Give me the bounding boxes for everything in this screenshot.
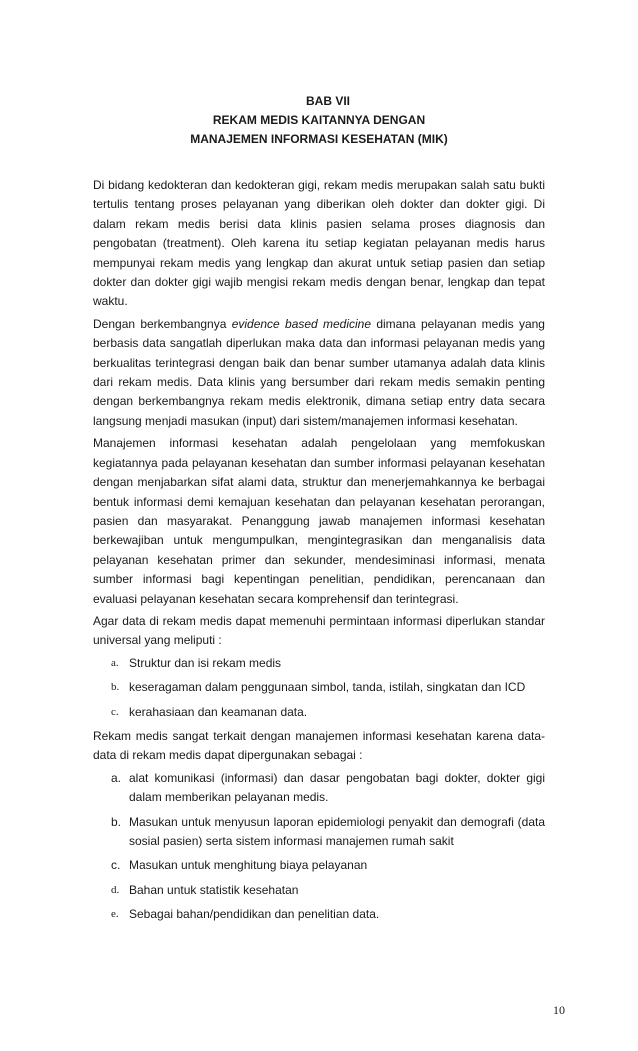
document-body xyxy=(93,176,545,930)
list-marker: c. xyxy=(111,705,119,718)
paragraph-2-emphasis: evidence based medicine xyxy=(231,316,372,331)
list-marker: a. xyxy=(111,770,122,785)
list-item-text: Sebagai bahan/pendidikan dan penelitian data. xyxy=(129,907,380,922)
list-item-text: Bahan untuk statistik kesehatan xyxy=(129,882,299,897)
list-item-text: alat komunikasi (informasi) dan dasar pengobatan bagi dokter, dokter gigi dalam memberikan pelayanan medis. xyxy=(129,770,545,805)
list-item xyxy=(93,813,545,852)
list-item xyxy=(93,769,545,808)
list-item-text: Masukan untuk menghitung biaya pelayanan xyxy=(129,858,368,873)
paragraph-4: Agar data di rekam medis dapat memenuhi permintaan informasi diperlukan standar universal yang meliputi : xyxy=(93,613,545,648)
chapter-title-line-1: REKAM MEDIS KAITANNYA DENGAN xyxy=(212,113,426,127)
list-item xyxy=(93,881,545,900)
chapter-heading xyxy=(0,92,638,149)
list-marker: d. xyxy=(111,883,120,896)
usage-list xyxy=(93,769,545,925)
chapter-number: BAB VII xyxy=(305,94,350,108)
paragraph-2-end: dimana pelayanan medis yang berbasis data sangatlah diperlukan maka data dan informasi pelayanan medis yang berkualitas terintegrasi dengan baik dan benar sumber utamanya adalah data klinis dari rekam medis. Data klinis yang bersumber dari rekam medis semakin penting dengan berkembangnya rekam medis elektronik, dimana setiap entry data secara langsung menjadi masukan (input) dari sistem/manajemen informasi kesehatan. xyxy=(93,316,545,428)
list-marker: a. xyxy=(111,656,119,669)
list-item-text: keseragaman dalam penggunaan simbol, tanda, istilah, singkatan dan ICD xyxy=(129,680,526,695)
list-item-text: Struktur dan isi rekam medis xyxy=(129,655,282,670)
list-item xyxy=(93,905,545,924)
standard-list xyxy=(93,654,545,722)
list-marker: b. xyxy=(111,814,122,829)
list-marker: c. xyxy=(111,858,121,873)
list-marker: b. xyxy=(111,681,120,694)
paragraph-5: Rekam medis sangat terkait dengan manajemen informasi kesehatan karena data-data di rekam medis dapat dipergunakan sebagai : xyxy=(93,728,545,763)
chapter-title-line-2: MANAJEMEN INFORMASI KESEHATAN (MIK) xyxy=(190,132,448,146)
list-item xyxy=(93,678,545,697)
list-item xyxy=(93,703,545,722)
list-item xyxy=(93,654,545,673)
paragraph-2 xyxy=(93,315,545,431)
page-number: 10 xyxy=(553,1003,565,1017)
list-item xyxy=(93,856,545,875)
paragraph-1: Di bidang kedokteran dan kedokteran gigi, rekam medis merupakan salah satu bukti tertulis tentang proses pelayanan yang diberikan oleh dokter dan dokter gigi. Di dalam rekam medis berisi data klinis pasien selama proses diagnosis dan pengobatan (treatment). Oleh karena itu setiap kegiatan pelayanan medis harus mempunyai rekam medis yang lengkap dan akurat untuk setiap pasien dan setiap dokter dan dokter gigi wajib mengisi rekam medis dengan benar, lengkap dan tepat waktu. xyxy=(93,178,545,309)
list-item-text: kerahasiaan dan keamanan data. xyxy=(129,704,308,719)
paragraph-3: Manajemen informasi kesehatan adalah pengelolaan yang memfokuskan kegiatannya pada pelayanan kesehatan dan sumber informasi pelayanan kesehatan dengan menjabarkan sifat alami data, struktur dan menerjemahkannya ke berbagai bentuk informasi demi kemajuan kesehatan dan pelayanan kesehatan perorangan, pasien dan masyarakat. Penanggung jawab manajemen informasi kesehatan berkewajiban untuk mengumpulkan, mengintegrasikan dan menganalisis data pelayanan kesehatan primer dan sekunder, mendesiminasi informasi, menata sumber informasi bagi kepentingan penelitian, pendidikan, perencanaan dan evaluasi pelayanan kesehatan secara komprehensif dan terintegrasi. xyxy=(93,436,545,606)
list-item-text: Masukan untuk menyusun laporan epidemiologi penyakit dan demografi (data sosial pasien) serta sistem informasi manajemen rumah sakit xyxy=(129,814,545,848)
list-marker: e. xyxy=(111,908,119,921)
paragraph-2-start: Dengan berkembangnya xyxy=(93,316,227,331)
